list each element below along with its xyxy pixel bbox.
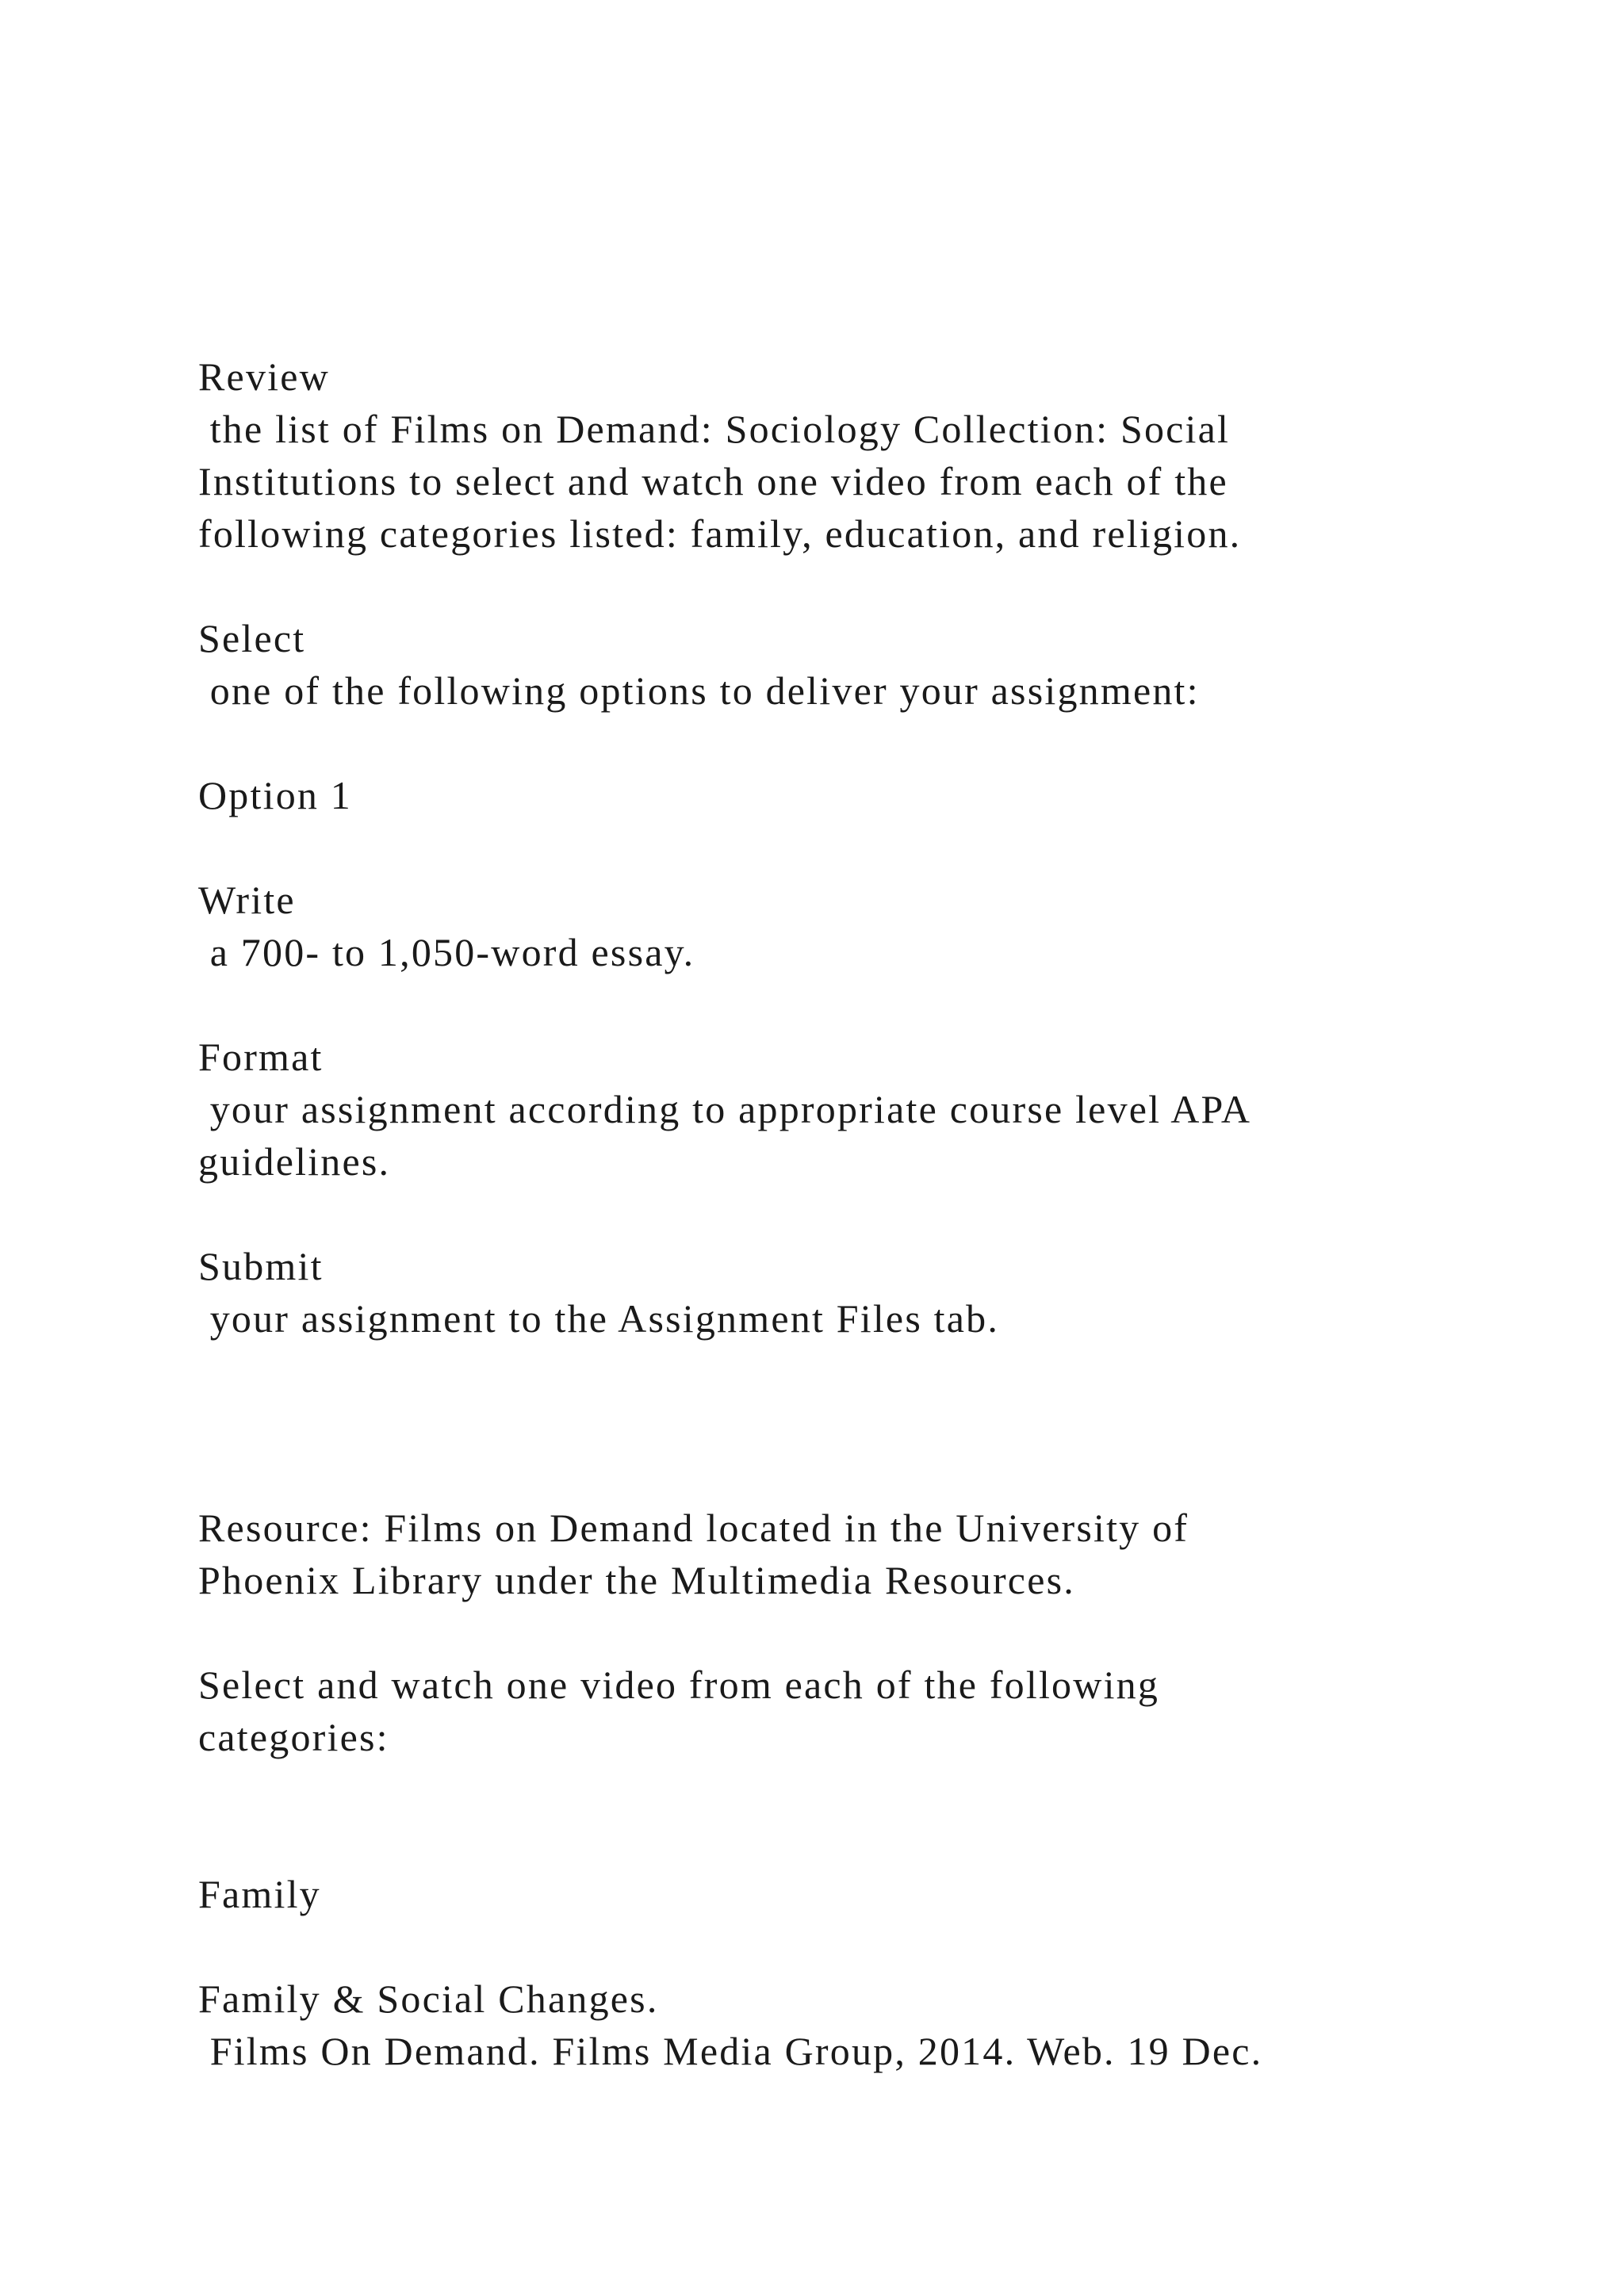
write-heading: Write	[198, 878, 296, 922]
blank-line	[198, 821, 1435, 874]
blank-line	[198, 978, 1435, 1031]
family-heading: Family	[198, 1872, 321, 1916]
review-text-line-2: Institutions to select and watch one video from each of the	[198, 459, 1228, 503]
categories-intro-line-2: categories:	[198, 1715, 389, 1759]
option-1-heading: Option 1	[198, 773, 352, 817]
submit-heading: Submit	[198, 1244, 324, 1288]
select-heading: Select	[198, 616, 306, 660]
format-text-line-1: your assignment according to appropriate course level APA	[198, 1087, 1252, 1131]
resource-text-line-2: Phoenix Library under the Multimedia Resources.	[198, 1558, 1075, 1602]
blank-line	[198, 1816, 1435, 1868]
select-text-line: one of the following options to deliver your assignment:	[198, 668, 1200, 713]
blank-line	[198, 717, 1435, 769]
family-citation-title: Family & Social Changes.	[198, 1976, 659, 2021]
blank-line	[198, 560, 1435, 612]
write-text-line: a 700- to 1,050-word essay.	[198, 930, 695, 974]
blank-line	[198, 1188, 1435, 1240]
format-text-line-2: guidelines.	[198, 1139, 391, 1184]
blank-line	[198, 1606, 1435, 1659]
family-citation-source: Films On Demand. Films Media Group, 2014. Web. 19 Dec.	[198, 2029, 1263, 2073]
blank-line	[198, 1397, 1435, 1449]
review-text-line-3: following categories listed: family, education, and religion.	[198, 511, 1242, 556]
blank-line	[198, 1920, 1435, 1973]
blank-line	[198, 1345, 1435, 1397]
format-heading: Format	[198, 1035, 324, 1079]
document-body	[198, 350, 1435, 2077]
review-text-line-1: the list of Films on Demand: Sociology Collection: Social	[198, 407, 1231, 451]
blank-line	[198, 1449, 1435, 1502]
review-heading: Review	[198, 354, 330, 399]
categories-intro-line-1: Select and watch one video from each of the following	[198, 1663, 1160, 1707]
resource-text-line-1: Resource: Films on Demand located in the University of	[198, 1506, 1189, 1550]
submit-text-line: your assignment to the Assignment Files tab.	[198, 1296, 1000, 1341]
blank-line	[198, 1763, 1435, 1816]
